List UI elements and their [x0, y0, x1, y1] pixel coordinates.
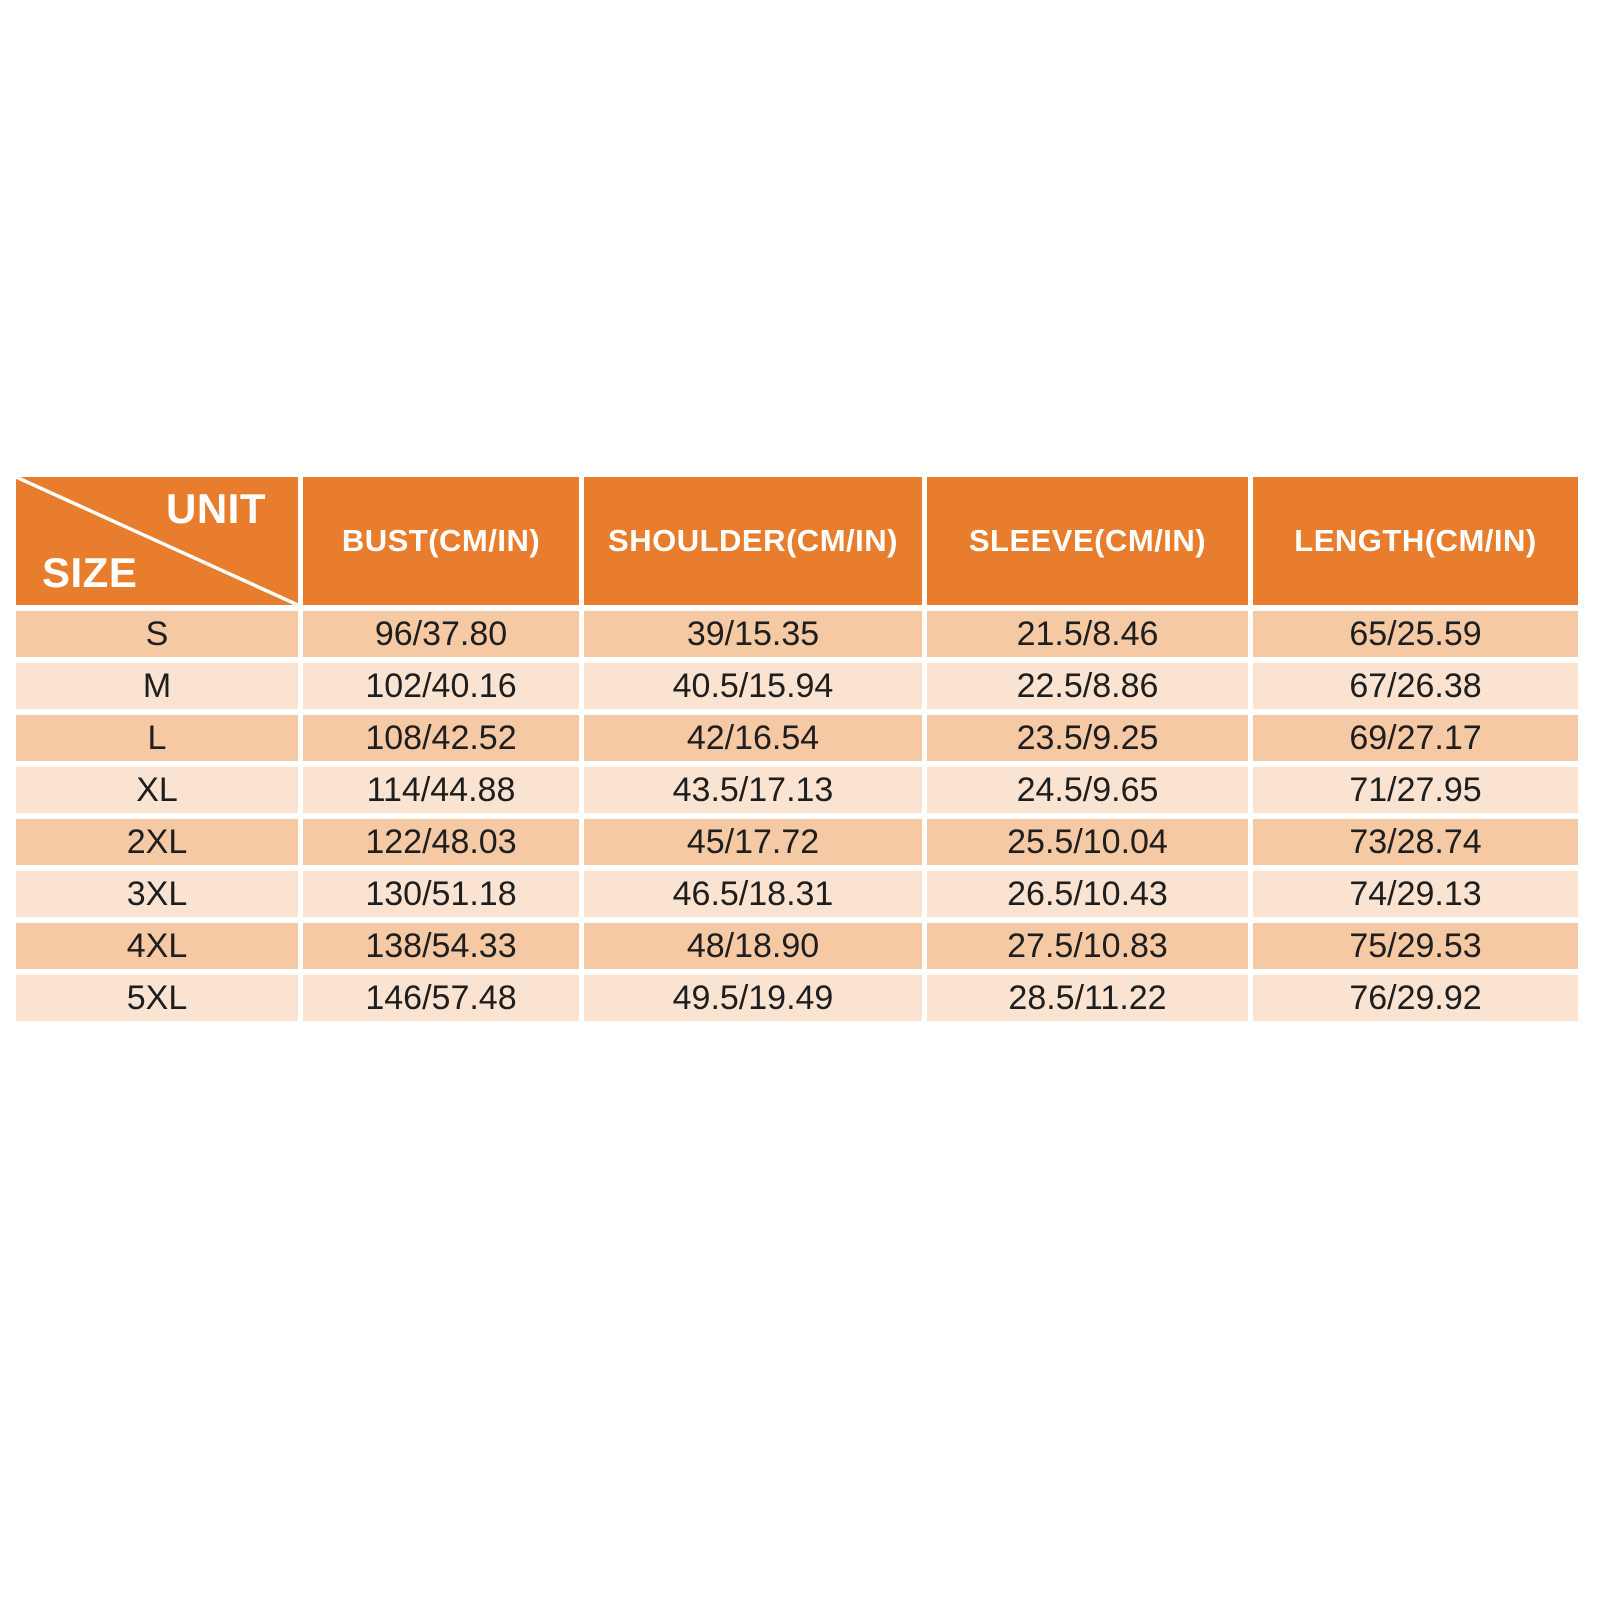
corner-header-cell — [16, 477, 298, 605]
size-label-4xl: 4XL — [16, 923, 298, 969]
column-header-shoulder: SHOULDER(CM/IN) — [584, 477, 922, 605]
sleeve-value-m: 22.5/8.86 — [927, 663, 1248, 709]
length-value-4xl: 75/29.53 — [1253, 923, 1578, 969]
length-value-3xl: 74/29.13 — [1253, 871, 1578, 917]
shoulder-value-3xl: 46.5/18.31 — [584, 871, 922, 917]
shoulder-value-2xl: 45/17.72 — [584, 819, 922, 865]
column-header-sleeve: SLEEVE(CM/IN) — [927, 477, 1248, 605]
size-label-2xl: 2XL — [16, 819, 298, 865]
bust-value-4xl: 138/54.33 — [303, 923, 579, 969]
bust-value-l: 108/42.52 — [303, 715, 579, 761]
sleeve-value-xl: 24.5/9.65 — [927, 767, 1248, 813]
sleeve-value-l: 23.5/9.25 — [927, 715, 1248, 761]
bust-value-5xl: 146/57.48 — [303, 975, 579, 1021]
bust-value-xl: 114/44.88 — [303, 767, 579, 813]
sleeve-value-2xl: 25.5/10.04 — [927, 819, 1248, 865]
length-value-2xl: 73/28.74 — [1253, 819, 1578, 865]
size-label-3xl: 3XL — [16, 871, 298, 917]
column-header-length: LENGTH(CM/IN) — [1253, 477, 1578, 605]
sleeve-value-4xl: 27.5/10.83 — [927, 923, 1248, 969]
sleeve-value-3xl: 26.5/10.43 — [927, 871, 1248, 917]
shoulder-value-l: 42/16.54 — [584, 715, 922, 761]
length-value-5xl: 76/29.92 — [1253, 975, 1578, 1021]
size-chart-table — [16, 477, 1578, 1021]
sleeve-value-5xl: 28.5/11.22 — [927, 975, 1248, 1021]
column-header-bust: BUST(CM/IN) — [303, 477, 579, 605]
length-value-m: 67/26.38 — [1253, 663, 1578, 709]
bust-value-m: 102/40.16 — [303, 663, 579, 709]
corner-unit-label: UNIT — [166, 485, 266, 532]
length-value-xl: 71/27.95 — [1253, 767, 1578, 813]
size-label-l: L — [16, 715, 298, 761]
length-value-l: 69/27.17 — [1253, 715, 1578, 761]
bust-value-3xl: 130/51.18 — [303, 871, 579, 917]
size-label-5xl: 5XL — [16, 975, 298, 1021]
length-value-s: 65/25.59 — [1253, 611, 1578, 657]
shoulder-value-xl: 43.5/17.13 — [584, 767, 922, 813]
size-label-m: M — [16, 663, 298, 709]
size-label-xl: XL — [16, 767, 298, 813]
corner-size-label: SIZE — [42, 549, 138, 596]
shoulder-value-5xl: 49.5/19.49 — [584, 975, 922, 1021]
shoulder-value-s: 39/15.35 — [584, 611, 922, 657]
shoulder-value-4xl: 48/18.90 — [584, 923, 922, 969]
sleeve-value-s: 21.5/8.46 — [927, 611, 1248, 657]
shoulder-value-m: 40.5/15.94 — [584, 663, 922, 709]
bust-value-s: 96/37.80 — [303, 611, 579, 657]
size-label-s: S — [16, 611, 298, 657]
bust-value-2xl: 122/48.03 — [303, 819, 579, 865]
